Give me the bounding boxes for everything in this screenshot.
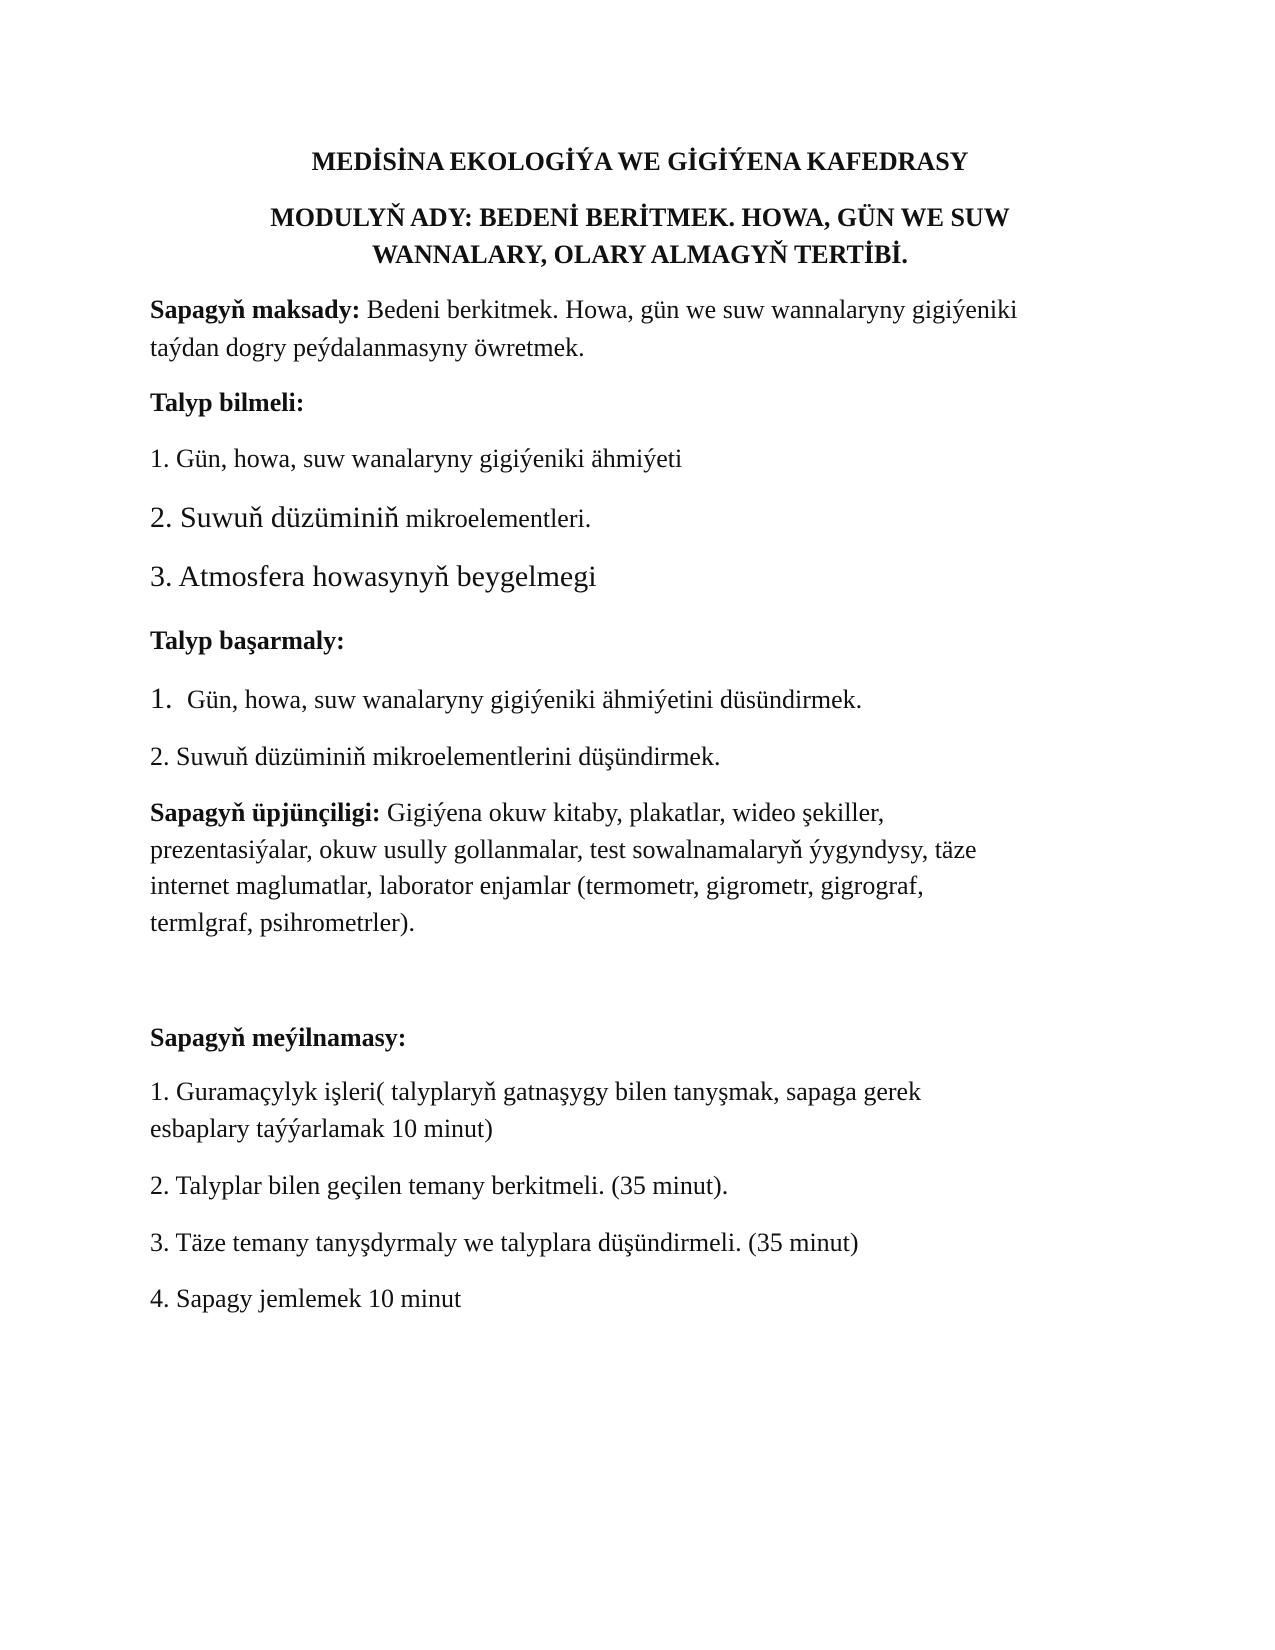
equipment-label: Sapagyň üpjünçiligi:: [150, 798, 381, 827]
module-title-line2: WANNALARY, OLARY ALMAGYŇ TERTİBİ.: [372, 240, 908, 269]
know-item-2: [150, 499, 1130, 537]
know-item-1: 1. Gün, howa, suw wanalaryny gigiýeniki ähmiýeti: [150, 444, 683, 473]
equipment-line4: termlgraf, psihrometrler).: [150, 908, 415, 937]
equipment-paragraph: [150, 794, 1130, 831]
goal-text-line2: taýdan dogry peýdalanmasyny öwretmek.: [150, 333, 585, 362]
plan-item-1-line2: esbaplary taýýarlamak 10 minut): [150, 1114, 493, 1143]
do-heading: Talyp başarmaly:: [150, 626, 345, 655]
goal-text-line1: Bedeni berkitmek. Howa, gün we suw wannalaryny gigiýeniki: [360, 295, 1018, 324]
do-item-1: [150, 680, 1130, 718]
do-item-2: 2. Suwuň düzüminiň mikroelementlerini düşündirmek.: [150, 742, 721, 771]
plan-heading: Sapagyň meýilnamasy:: [150, 1023, 407, 1052]
plan-item-2: 2. Talyplar bilen geçilen temany berkitmeli. (35 minut).: [150, 1171, 729, 1200]
equipment-line2: prezentasiýalar, okuw usully gollanmalar, test sowalnamalaryň ýygyndysy, täze: [150, 835, 977, 864]
module-title-line1: MODULYŇ ADY: BEDENİ BERİTMEK. HOWA, GÜN WE SUW: [270, 203, 1010, 232]
plan-item-1-line1: 1. Guramaçylyk işleri( talyplaryň gatnaşygy bilen tanyşmak, sapaga gerek: [150, 1077, 922, 1106]
do-item-1-number: 1.: [150, 682, 173, 715]
know-item-2-rest: mikroelementleri.: [399, 504, 592, 533]
know-item-2-main: 2. Suwuň düzüminiň: [150, 501, 400, 534]
know-heading: Talyp bilmeli:: [150, 388, 305, 417]
goal-paragraph: [150, 291, 1130, 328]
know-item-3: 3. Atmosfera howasynyň beygelmegi: [150, 560, 597, 593]
equipment-line3: internet maglumatlar, laborator enjamlar (termometr, gigrometr, gigrograf,: [150, 871, 924, 900]
plan-item-4: 4. Sapagy jemlemek 10 minut: [150, 1284, 462, 1313]
department-title: MEDİSİNA EKOLOGİÝA WE GİGİÝENA KAFEDRASY: [311, 147, 969, 176]
equipment-line1: Gigiýena okuw kitaby, plakatlar, wideo şekiller,: [380, 798, 885, 827]
goal-label: Sapagyň maksady:: [150, 295, 361, 324]
do-item-1-text: Gün, howa, suw wanalaryny gigiýeniki ähmiýetini düsündirmek.: [187, 685, 863, 714]
plan-item-3: 3. Täze temany tanyşdyrmaly we talyplara düşündirmeli. (35 minut): [150, 1228, 859, 1257]
